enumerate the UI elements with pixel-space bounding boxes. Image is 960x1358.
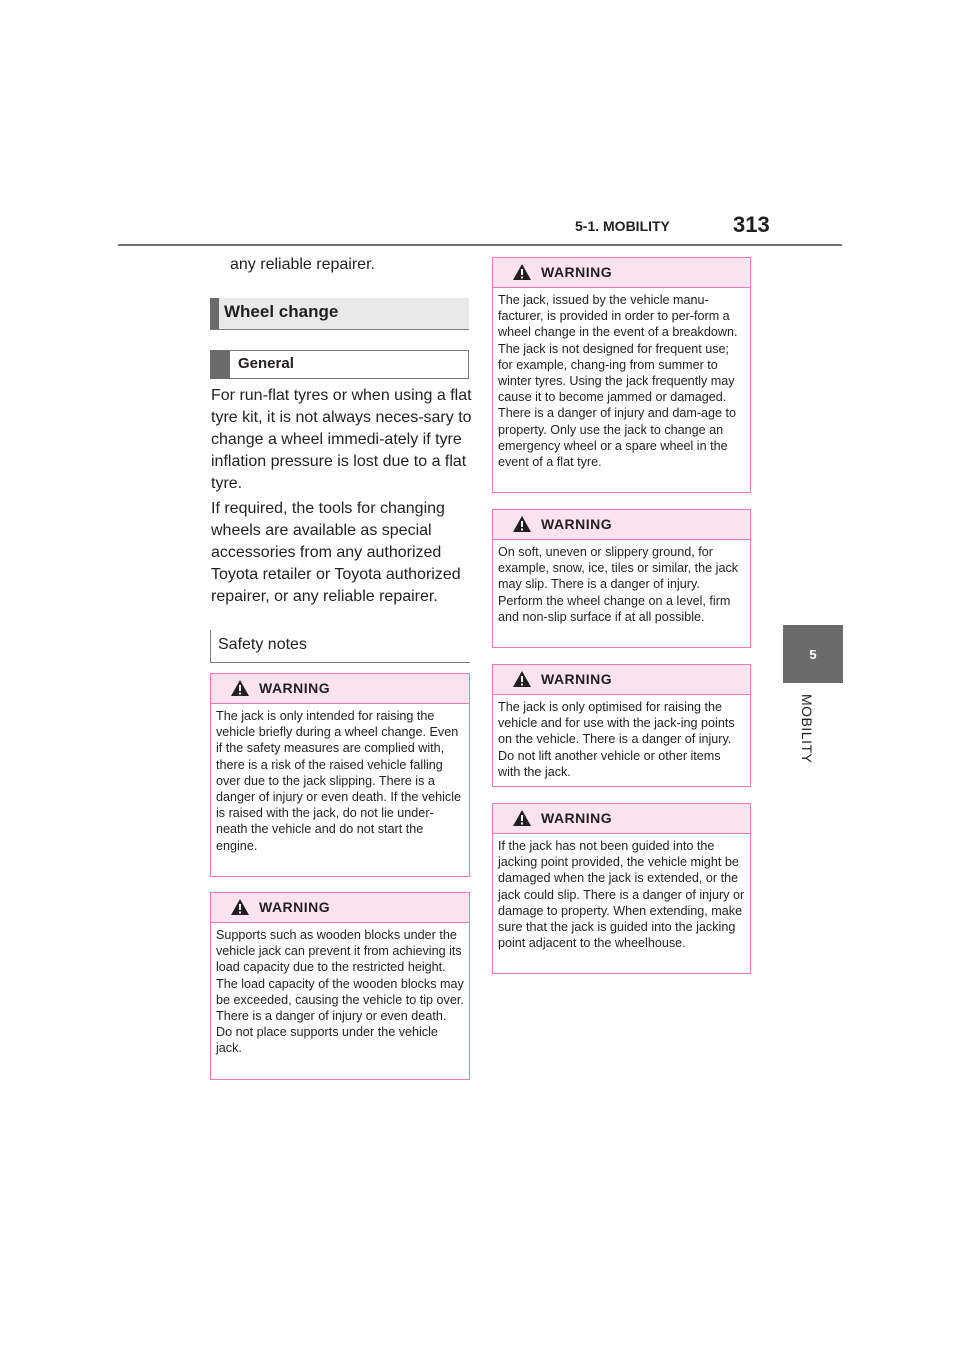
paragraph-tools: If required, the tools for changing wheels are available as special accessories from any authorized Toyota retailer or Toyota authorized repairer, or any reliable repairer.: [211, 500, 461, 605]
warning-header: [493, 258, 750, 288]
heading-bar: [210, 350, 230, 379]
warning-triangle-icon: [230, 898, 250, 916]
warning-title: WARNING: [541, 671, 613, 687]
warning-title: WARNING: [259, 899, 331, 915]
general-heading: [210, 350, 469, 379]
warning-box: [210, 673, 470, 877]
paragraph-run-flat: For run-flat tyres or when using a flat tyre kit, it is not always neces-sary to change a wheel immedi-ately if tyre inflation pressure is lost due to a flat tyre.: [211, 387, 472, 492]
section-label: 5-1. MOBILITY: [575, 218, 670, 234]
warning-text: The jack is only optimised for raising the vehicle and for use with the jack-ing points on the vehicle. There is a danger of injury. Do not lift another vehicle or other items with the jack.: [498, 700, 735, 779]
chapter-side-label: [798, 694, 818, 774]
warning-triangle-icon: [512, 670, 532, 688]
warning-text: The jack is only intended for raising the vehicle briefly during a wheel change. Even if the safety measures are complied with, there is a risk of the raised vehicle falling over due to the jack slipping. There is a danger of injury or even death. If the vehicle is raised with the jack, do not lie under-neath the vehicle and do not start the engine.: [216, 709, 462, 853]
heading-bar: [210, 298, 219, 329]
chapter-side-label-text: MOBILITY: [799, 694, 815, 764]
warning-text: Supports such as wooden blocks under the vehicle jack can prevent it from achieving its load capacity due to the restricted height. The load capacity of the wooden blocks may be exceeded, causing the vehicle to tip over. There is a danger of injury or even death. Do not place supports under the vehicle jack.: [216, 928, 464, 1056]
warning-title: WARNING: [541, 516, 613, 532]
warning-header: [493, 665, 750, 695]
page-number: 313: [733, 212, 770, 237]
chapter-number: 5: [809, 646, 817, 662]
wheel-change-heading-text: Wheel change: [224, 302, 339, 321]
chapter-tab: [783, 625, 843, 683]
warning-box: [492, 257, 751, 493]
warning-box: [492, 803, 751, 974]
safety-notes-heading: [210, 630, 470, 663]
warning-title: WARNING: [259, 680, 331, 696]
warning-triangle-icon: [230, 679, 250, 697]
warning-title: WARNING: [541, 810, 613, 826]
wheel-change-heading: [210, 298, 469, 330]
general-heading-text: General: [238, 355, 294, 372]
warning-triangle-icon: [512, 263, 532, 281]
intro-line: any reliable repairer.: [230, 256, 375, 273]
warning-box: [492, 509, 751, 648]
warning-triangle-icon: [512, 515, 532, 533]
warning-text: On soft, uneven or slippery ground, for example, snow, ice, tiles or similar, the jack may slip. There is a danger of injury. Perform the wheel change on a level, firm and non-slip surface if at all possible.: [498, 545, 739, 624]
header-rule: [118, 244, 842, 246]
warning-header: [493, 804, 750, 834]
safety-notes-heading-text: Safety notes: [218, 636, 307, 653]
warning-triangle-icon: [512, 809, 532, 827]
warning-header: [493, 510, 750, 540]
warning-text: If the jack has not been guided into the jacking point provided, the vehicle might be damaged when the jack is extended, or the jack could slip. There is a danger of injury or damage to property. When extending, make sure that the jack is guided into the jacking point adjacent to the wheelhouse.: [498, 839, 745, 951]
warning-header: [211, 893, 469, 923]
warning-box: [492, 664, 751, 787]
warning-header: [211, 674, 469, 704]
warning-box: [210, 892, 470, 1080]
warning-text: The jack, issued by the vehicle manu-facturer, is provided in order to per-form a wheel change in the event of a breakdown. The jack is not designed for frequent use; for example, chang-ing from summer to winter tyres. Using the jack frequently may cause it to become jammed or damaged. There is a danger of injury and dam-age to property. Only use the jack to change an emergency wheel or a spare wheel in the event of a flat tyre.: [498, 293, 738, 470]
warning-title: WARNING: [541, 264, 613, 280]
